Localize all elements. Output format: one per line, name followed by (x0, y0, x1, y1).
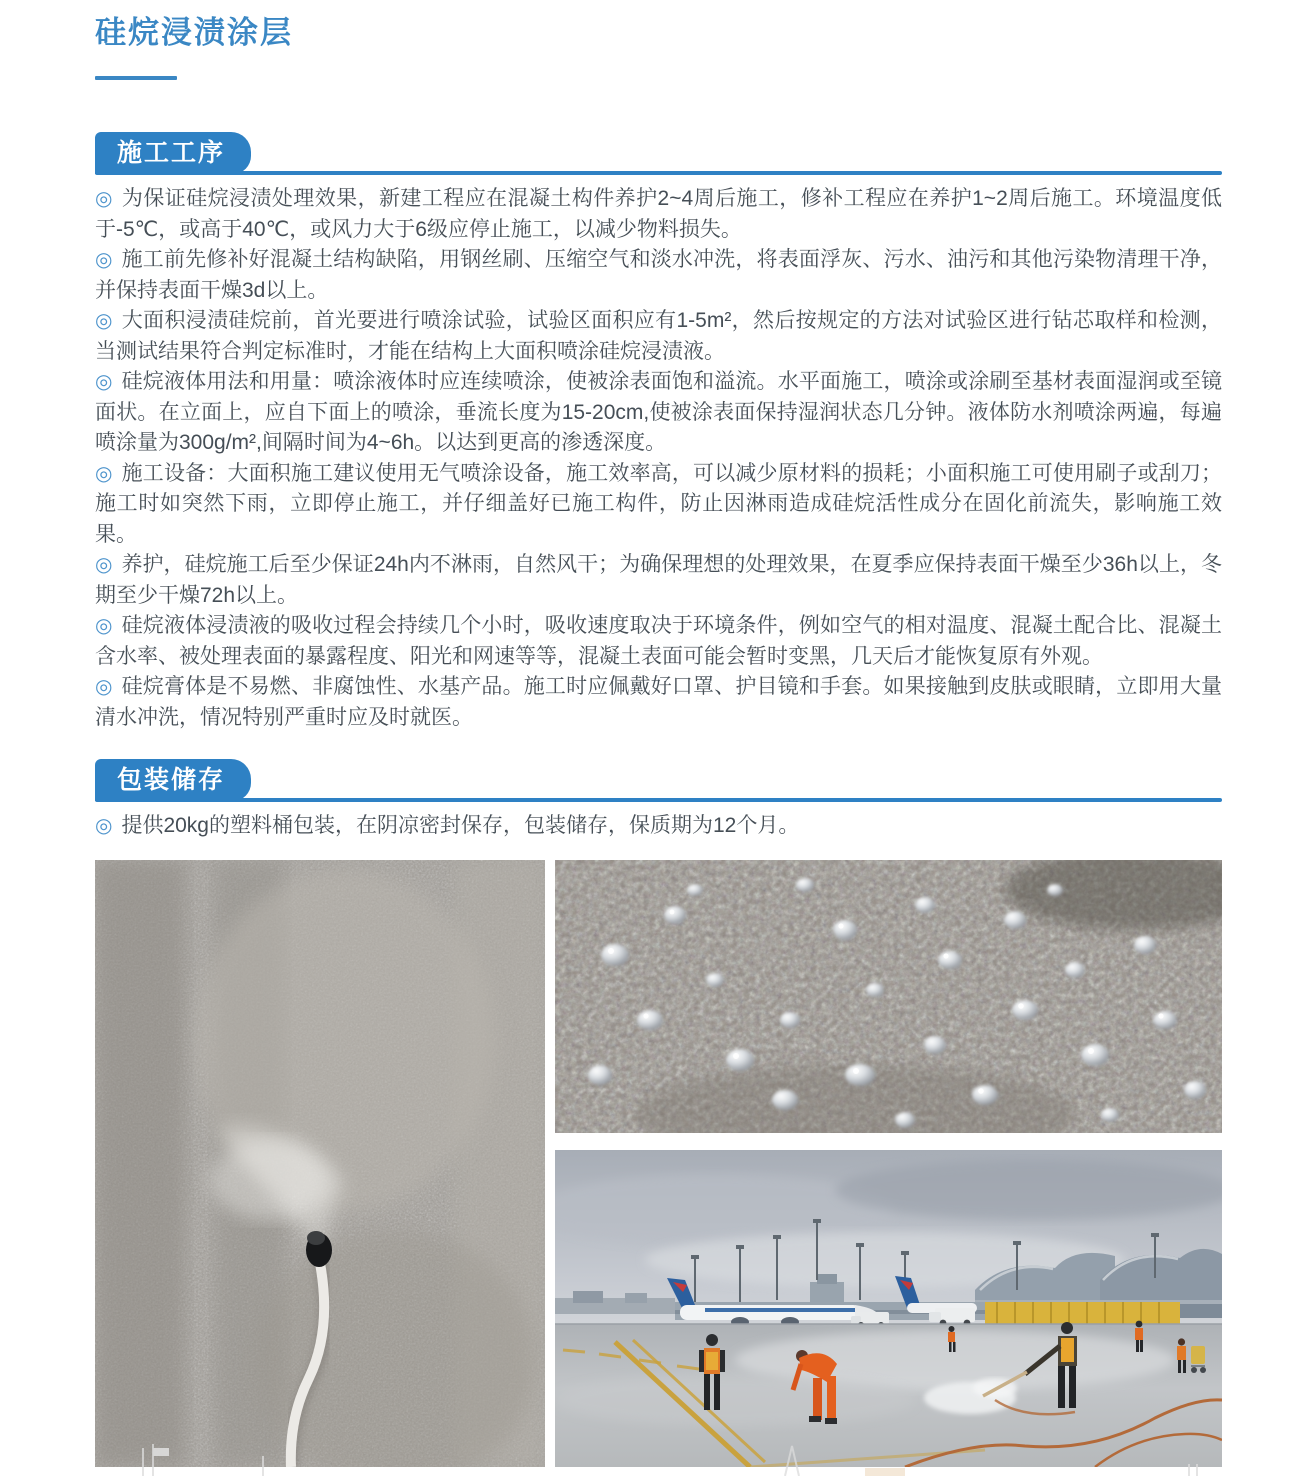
section-heading-tab: 包装储存 (95, 759, 251, 801)
bullet-circle-icon: ◎ (95, 676, 113, 698)
bullet-item (95, 245, 1222, 306)
bullet-circle-icon: ◎ (95, 188, 113, 210)
bullet-text: 施工前先修补好混凝土结构缺陷，用钢丝刷、压缩空气和淡水冲洗，将表面浮灰、污水、油污和其他污染物清理干净，并保持表面干燥3d以上。 (95, 248, 1223, 302)
bullet-list (95, 184, 1222, 733)
section-packaging-storage (95, 759, 1222, 842)
section-rule (95, 171, 1222, 175)
bullet-item (95, 367, 1222, 459)
photo-grid (95, 860, 1222, 1467)
bullet-circle-icon: ◎ (95, 249, 113, 271)
bullet-text: 施工设备：大面积施工建议使用无气喷涂设备，施工效率高，可以减少原材料的损耗；小面积施工可使用刷子或刮刀；施工时如突然下雨，立即停止施工，并仔细盖好已施工构件，防止因淋雨造成硅烷活性成分在固化前流失，影响施工效果。 (95, 461, 1223, 546)
bullet-text: 硅烷膏体是不易燃、非腐蚀性、水基产品。施工时应佩戴好口罩、护目镜和手套。如果接触到皮肤或眼睛，立即用大量清水冲洗，情况特别严重时应及时就医。 (95, 675, 1223, 729)
bullet-list (95, 811, 1222, 842)
bullet-item (95, 611, 1222, 672)
airport-apron-spraying-photo (555, 1150, 1222, 1467)
water-beading-on-concrete-photo (555, 860, 1222, 1133)
bullet-item (95, 672, 1222, 733)
bullet-circle-icon: ◎ (95, 815, 113, 837)
bullet-text: 硅烷液体用法和用量：喷涂液体时应连续喷涂，使被涂表面饱和溢流。水平面施工，喷涂或涂刷至基材表面湿润或至镜面状。在立面上，应自下面上的喷涂，垂流长度为15-20cm,使被涂表面保持湿润状态几分钟。液体防水剂喷涂两遍，每遍喷涂量为300g/m²,间隔时间为4~6h。以达到更高的渗透深度。 (95, 370, 1223, 454)
bullet-text: 为保证硅烷浸渍处理效果，新建工程应在混凝土构件养护2~4周后施工，修补工程应在养护1~2周后施工。环境温度低于-5℃，或高于40℃，或风力大于6级应停止施工，以减少物料损失。 (95, 187, 1223, 241)
title-underline (95, 76, 177, 80)
page-title: 硅烷浸渍涂层 (95, 15, 293, 50)
bullet-text: 大面积浸渍硅烷前，首光要进行喷涂试验，试验区面积应有1-5m²，然后按规定的方法对试验区进行钻芯取样和检测，当测试结果符合判定标准时，才能在结构上大面积喷涂硅烷浸渍液。 (95, 309, 1222, 363)
section-heading-tab: 施工工序 (95, 132, 251, 174)
bullet-text: 硅烷液体浸渍液的吸收过程会持续几个小时，吸收速度取决于环境条件，例如空气的相对温度、混凝土配合比、混凝土含水率、被处理表面的暴露程度、阳光和网速等等，混凝土表面可能会暂时变黑，几天后才能恢复原有外观。 (95, 614, 1223, 668)
section-construction-procedure (95, 132, 1222, 733)
bullet-circle-icon: ◎ (95, 371, 113, 393)
bullet-text: 提供20kg的塑料桶包装，在阴凉密封保存，包装储存，保质期为12个月。 (121, 814, 800, 837)
bullet-item (95, 550, 1222, 611)
bullet-circle-icon: ◎ (95, 462, 113, 485)
section-rule (95, 798, 1222, 802)
bullet-item (95, 184, 1222, 245)
bullet-circle-icon: ◎ (95, 554, 113, 576)
bullet-item (95, 459, 1222, 551)
bullet-item (95, 811, 1222, 842)
bullet-circle-icon: ◎ (95, 615, 113, 637)
footer-watermark-skyline (95, 1442, 1222, 1476)
right-photo-column (555, 860, 1222, 1467)
bullet-item (95, 306, 1222, 367)
bullet-text: 养护，硅烷施工后至少保证24h内不淋雨，自然风干；为确保理想的处理效果，在夏季应保持表面干燥至少36h以上，冬期至少干燥72h以上。 (95, 553, 1222, 607)
bullet-circle-icon: ◎ (95, 310, 113, 332)
silane-spray-on-wall-photo (95, 860, 545, 1467)
